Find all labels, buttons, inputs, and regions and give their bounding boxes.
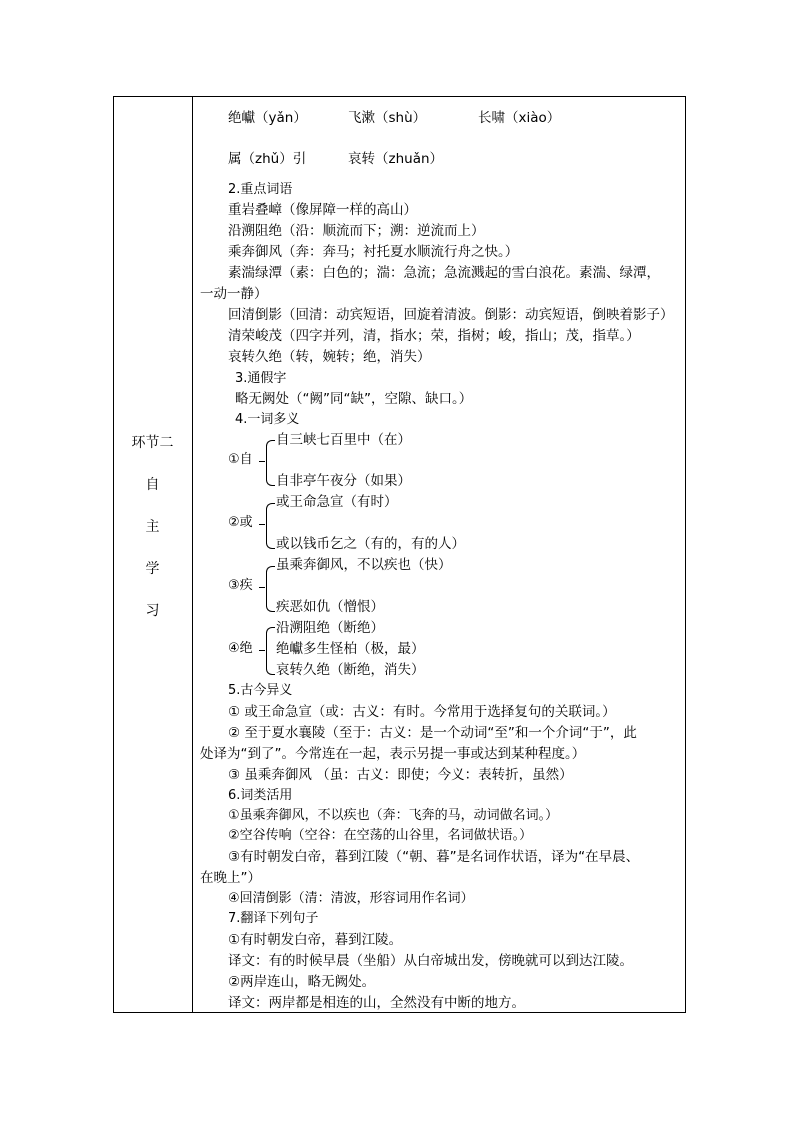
text-line: 回清倒影（回清：动宾短语，回旋着清波。倒影：动宾短语，倒映着影子） [228,307,674,323]
polysemy-label: ③疾 [228,578,253,593]
text-line: 略无阙处（“阙”同“缺”，空隙、缺口。） [235,391,473,407]
section-title: 4.一词多义 [235,412,300,427]
pinyin-item: 哀转（zhuǎn） [348,151,444,167]
text-line: ③有时朝发白帝，暮到江陵（“朝、暮”是名词作状语，译为“在早晨、 [228,849,640,865]
polysemy-item: 哀转久绝（断绝，消失） [276,662,425,678]
text-line: 处译为“到了”。今常连在一起，表示另提一事或达到某种程度。） [200,746,586,762]
polysemy-item: 自三峡七百里中（在） [276,432,411,448]
text-line: 素湍绿潭（素：白色的；湍：急流；急流溅起的雪白浪花。素湍、绿潭， [228,265,660,281]
pinyin-item: 绝巘（yǎn） [228,110,307,126]
polysemy-item: 疾恶如仇（憎恨） [276,599,384,615]
polysemy-item: 或王命急宣（有时） [276,494,398,510]
text-line: 译文：两岸都是相连的山，全然没有中断的地方。 [228,995,525,1011]
brace [266,440,275,486]
text-line: 清荣峻茂（四字并列，清，指水；荣，指树；峻，指山；茂，指草。） [228,328,640,344]
text-line: 乘奔御风（奔：奔马；衬托夏水顺流行舟之快。） [228,244,519,260]
polysemy-item: 自非亭午夜分（如果） [276,473,411,489]
polysemy-label: ②或 [228,515,253,530]
text-line: 重岩叠嶂（像屏障一样的高山） [228,202,417,218]
text-line: ① 或王命急宣（或：古义：有时。今常用于选择复句的关联词。） [228,704,616,720]
section-title: 2.重点词语 [228,182,293,197]
section-title: 6.词类活用 [228,788,293,803]
text-line: ② 至于夏水襄陵（至于：古义：是一个动词“至”和一个介词“于”，此 [228,725,637,741]
brace-tick [259,524,265,525]
polysemy-label: ①自 [228,452,253,467]
text-line: 沿溯阻绝（沿：顺流而下；溯：逆流而上） [228,223,485,239]
brace [266,566,275,612]
polysemy-label: ④绝 [228,641,253,656]
text-line: ②两岸连山，略无阙处。 [228,974,376,990]
brace [266,627,275,675]
section-title: 5.古今异义 [228,683,293,698]
section-title: 7.翻译下列句子 [228,911,319,926]
text-line: 哀转久绝（转，婉转；绝，消失） [228,349,431,365]
text-line: ④回清倒影（清：清波，形容词用作名词） [228,891,474,906]
section-label: 环节二 [131,435,174,451]
pinyin-item: 属（zhǔ）引 [228,151,307,167]
text-line: ②空谷传响（空谷：在空荡的山谷里，名词做状语。） [228,828,533,843]
pinyin-item: 飞漱（shù） [348,110,427,126]
section-label-char: 习 [145,603,160,619]
text-line: ③ 虽乘奔御风 （虽：古义：即使；今义：表转折，虽然） [228,767,573,783]
text-line: ①有时朝发白帝，暮到江陵。 [228,932,403,948]
brace-tick [259,587,265,588]
section-label-char: 自 [145,477,160,493]
polysemy-item: 或以钱币乞之（有的，有的人） [276,536,465,552]
brace-tick [259,461,265,462]
text-line: 译文：有的时候早晨（坐船）从白帝城出发，傍晚就可以到达江陵。 [228,953,633,969]
brace [266,503,275,549]
section-title: 3.通假字 [235,371,287,386]
polysemy-item: 沿溯阻绝（断绝） [276,620,384,636]
text-line: ①虽乘奔御风，不以疾也（奔：飞奔的马，动词做名词。） [228,808,559,823]
text-line: 在晚上”） [200,870,261,886]
polysemy-item: 虽乘奔御风，不以疾也（快） [276,557,452,573]
polysemy-item: 绝巘多生怪柏（极，最） [276,641,425,657]
text-line: 一动一静） [200,286,268,302]
section-label-char: 学 [145,561,160,577]
brace-tick [259,650,265,651]
pinyin-item: 长啸（xiào） [478,110,561,126]
section-label-char: 主 [145,519,160,535]
